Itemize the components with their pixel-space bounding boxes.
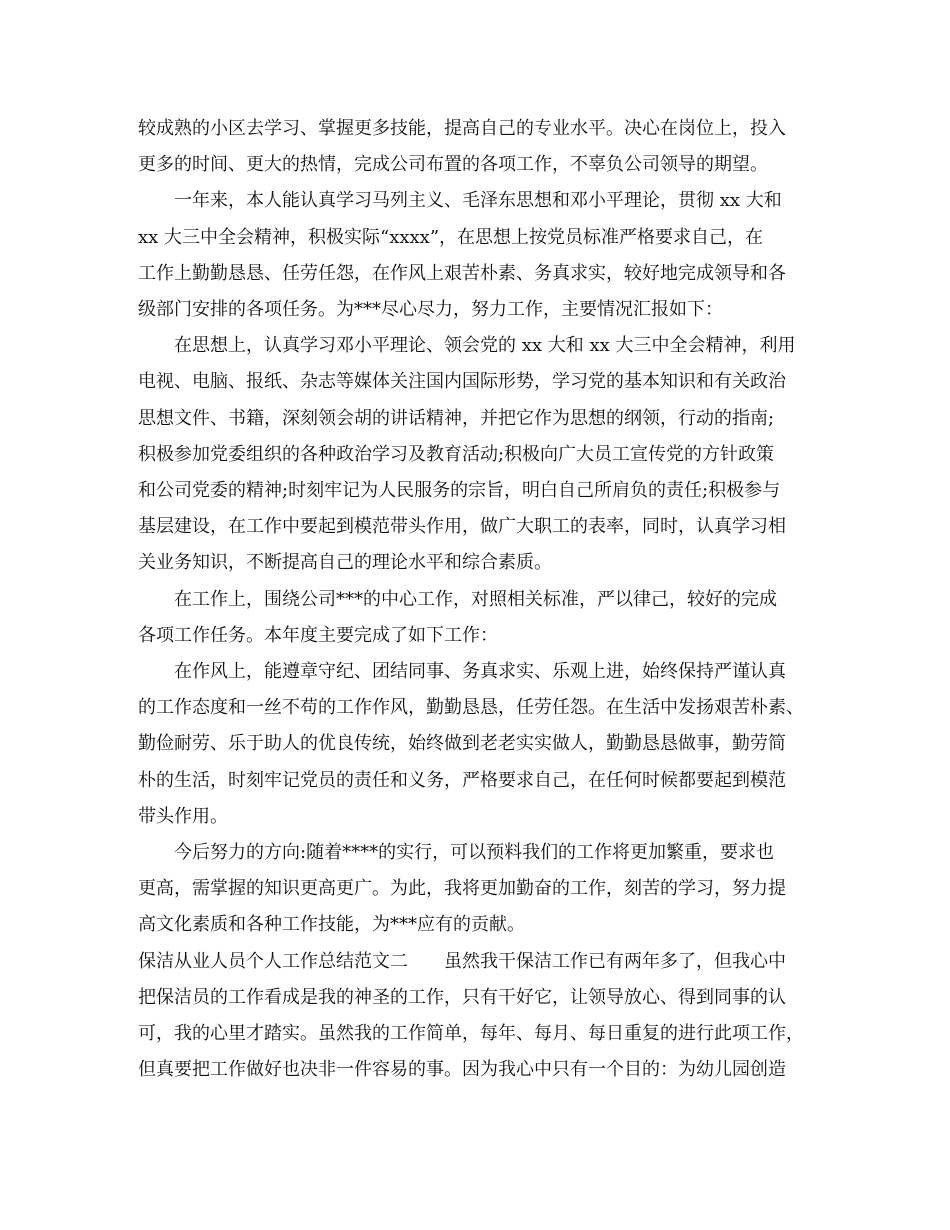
- text-line: 电视、电脑、报纸、杂志等媒体关注国内国际形势，学习党的基本知识和有关政治: [138, 371, 786, 392]
- text-line: 在工作上，围绕公司***的中心工作，对照相关标准，严以律己，较好的完成: [174, 589, 777, 610]
- text-line: xx 大三中全会精神，积极实际“xxxx”，在思想上按党员标准严格要求自己，在: [138, 227, 764, 248]
- text-line: 保洁从业人员个人工作总结范文二 虽然我干保洁工作已有两年多了，但我心中: [138, 951, 786, 972]
- text-line: 把保洁员的工作看成是我的神圣的工作，只有干好它，让领导放心、得到同事的认: [138, 987, 786, 1008]
- text-line: 在思想上，认真学习邓小平理论、领会党的 xx 大和 xx 大三中全会精神，利用: [174, 335, 796, 356]
- text-line: 积极参加党委组织的各种政治学习及教育活动;积极向广大员工宣传党的方针政策: [138, 444, 775, 465]
- text-line: 关业务知识，不断提高自己的理论水平和综合素质。: [138, 552, 552, 573]
- text-line: 基层建设，在工作中要起到模范带头作用，做广大职工的表率，同时，认真学习相: [138, 516, 786, 537]
- text-line: 可，我的心里才踏实。虽然我的工作简单，每年、每月、每日重复的进行此项工作，: [138, 1023, 804, 1044]
- text-line: 思想文件、书籍，深刻领会胡的讲话精神，并把它作为思想的纲领，行动的指南;: [138, 408, 775, 429]
- text-line: 勤俭耐劳、乐于助人的优良传统，始终做到老老实实做人，勤勤恳恳做事，勤劳简: [138, 733, 786, 754]
- text-line: 在作风上，能遵章守纪、团结同事、务真求实、乐观上进，始终保持严谨认真: [174, 661, 786, 682]
- text-line: 级部门安排的各项任务。为***尽心尽力，努力工作，主要情况汇报如下：: [138, 299, 723, 320]
- text-line: 带头作用。: [138, 806, 228, 827]
- text-line: 较成熟的小区去学习、掌握更多技能，提高自己的专业水平。决心在岗位上，投入: [138, 118, 786, 139]
- text-line: 一年来，本人能认真学习马列主义、毛泽东思想和邓小平理论，贯彻 xx 大和: [174, 190, 782, 211]
- text-line: 更高，需掌握的知识更高更广。为此，我将更加勤奋的工作，刻苦的学习，努力提: [138, 878, 786, 899]
- text-line: 更多的时间、更大的热情，完成公司布置的各项工作，不辜负公司领导的期望。: [138, 154, 768, 175]
- text-line: 的工作态度和一丝不苟的工作作风，勤勤恳恳，任劳任怨。在生活中发扬艰苦朴素、: [138, 697, 804, 718]
- text-line: 朴的生活，时刻牢记党员的责任和义务，严格要求自己，在任何时候都要起到模范: [138, 770, 786, 791]
- text-line: 各项工作任务。本年度主要完成了如下工作：: [138, 625, 498, 646]
- text-line: 今后努力的方向:随着****的实行，可以预料我们的工作将更加繁重，要求也: [174, 842, 775, 863]
- text-line: 工作上勤勤恳恳、任劳任怨，在作风上艰苦朴素、务真求实，较好地完成领导和各: [138, 263, 786, 284]
- text-line: 高文化素质和各种工作技能，为***应有的贡献。: [138, 914, 525, 935]
- text-line: 和公司党委的精神;时刻牢记为人民服务的宗旨，明白自己所肩负的责任;积极参与: [138, 480, 781, 501]
- text-line: 但真要把工作做好也决非一件容易的事。因为我心中只有一个目的：为幼儿园创造: [138, 1059, 786, 1080]
